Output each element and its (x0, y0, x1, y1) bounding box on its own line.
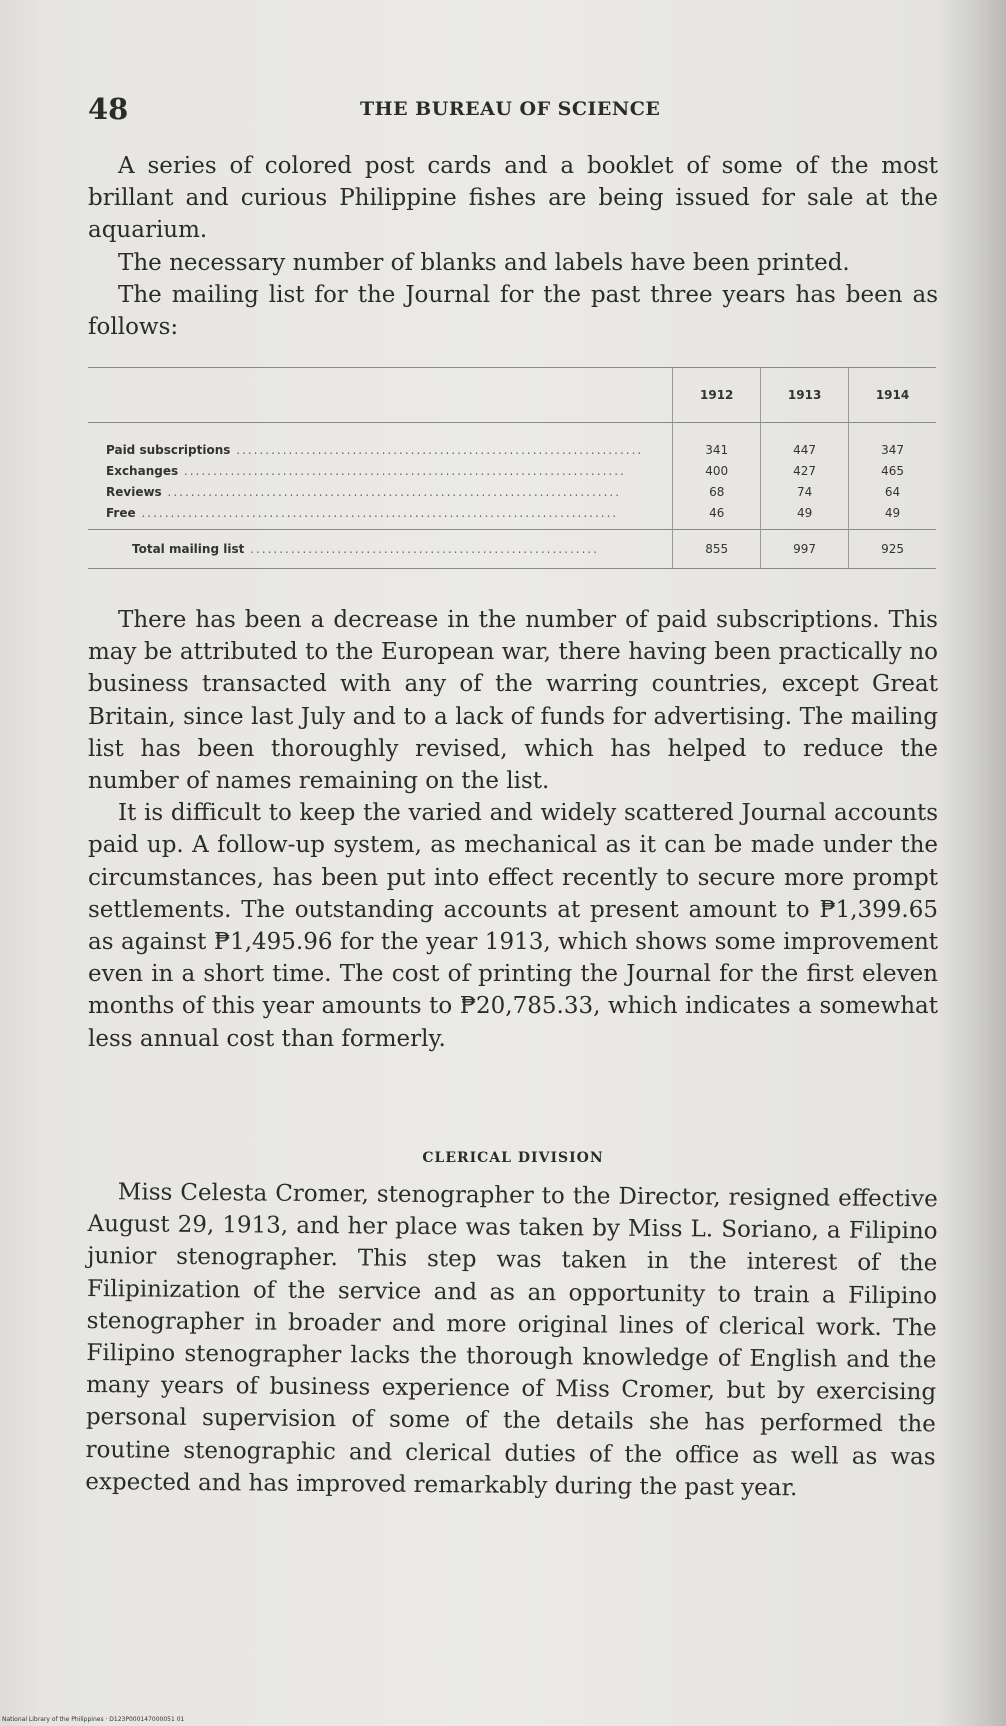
cell-value: 64 (849, 481, 936, 502)
cell-value: 68 (673, 481, 761, 502)
leader-dots: .................................................................................. (135, 505, 619, 520)
footer-credit: National Library of the Philippines · D123P000147000051 01 (2, 1716, 185, 1723)
cell-value: 74 (761, 481, 849, 502)
running-title: THE BUREAU OF SCIENCE (360, 98, 661, 120)
clerical-text (85, 1176, 938, 1505)
paragraph-accounts: It is difficult to keep the varied and widely scattered Journal accounts paid up. A follow-up system, as mechanical as it can be made under the circumstances, has been put into effect recently to secure more prompt settlements. The outstanding accounts at present amount to ₱1,399.65 as against ₱1,495.96 for the year 1913, which shows some improvement even in a short time. The cost of printing the Journal for the first eleven months of this year amounts to ₱20,785.33, which indicates a somewhat less annual cost than formerly. (88, 800, 938, 1052)
intro-text (88, 150, 938, 343)
leader-dots: .............................................................................. (161, 484, 622, 499)
total-value: 925 (849, 530, 936, 569)
total-value: 855 (673, 530, 761, 569)
table-row (88, 502, 936, 523)
table-header-row (88, 368, 936, 423)
total-label: Total mailing list (132, 542, 245, 556)
section-heading: CLERICAL DIVISION (422, 1150, 604, 1166)
cell-value: 341 (673, 423, 761, 461)
paragraph-clerical: Miss Celesta Cromer, stenographer to the Director, resigned effective August 29, 1913, and her place was taken by Miss L. Soriano, a Filipino junior stenographer. This step was taken in the interest of the Filipinization of the service and as an opportunity to train a Filipino stenographer in broader and more original lines of clerical work. The Filipino stenographer lacks the thorough knowledge of English and the many years of business experience of Miss Cromer, but by exercising personal supervision of some of the details she has performed the routine stenographic and clerical duties of the office as well as was expected and has improved remarkably during the past year. (85, 1179, 938, 1502)
subscription-text (88, 604, 938, 1055)
cell-value: 49 (849, 502, 936, 523)
row-label: Reviews (106, 484, 162, 499)
year-header: 1912 (673, 368, 761, 423)
year-header: 1913 (761, 368, 849, 423)
cell-value: 347 (849, 423, 936, 461)
leader-dots: ............................................................................ (178, 463, 626, 478)
paragraph-post-cards: A series of colored post cards and a booklet of some of the most brillant and curious Philippine fishes are being issued for sale at the aquarium. (88, 153, 938, 244)
cell-value: 49 (761, 502, 849, 523)
mailing-list-table (88, 367, 936, 569)
paragraph-mailing-intro: The mailing list for the Journal for the past three years has been as follows: (88, 281, 938, 341)
total-value: 997 (761, 530, 849, 569)
table-row (88, 460, 936, 481)
cell-value: 465 (849, 460, 936, 481)
row-label: Paid subscriptions (106, 442, 231, 457)
cell-value: 46 (673, 502, 761, 523)
table-header-blank (88, 368, 673, 423)
page-number: 48 (88, 92, 129, 126)
year-header: 1914 (849, 368, 936, 423)
paragraph-decrease: There has been a decrease in the number of paid subscriptions. This may be attributed to the European war, there having been practically no business transacted with any of the warring countries, except Great Britain, since last July and to a lack of funds for advertising. The mailing list has been thoroughly revised, which has helped to reduce the number of names remaining on the list. (88, 607, 938, 795)
leader-dots: ............................................................ (244, 542, 600, 556)
running-head (88, 92, 938, 132)
row-label: Exchanges (106, 463, 179, 478)
cell-value: 400 (673, 460, 761, 481)
table-row (88, 481, 936, 502)
table-row (88, 423, 936, 461)
leader-dots: ...................................................................... (230, 442, 644, 457)
cell-value: 447 (761, 423, 849, 461)
table-total-row (88, 530, 936, 569)
cell-value: 427 (761, 460, 849, 481)
row-label: Free (106, 505, 136, 520)
paragraph-blanks: The necessary number of blanks and labels have been printed. (118, 249, 850, 276)
